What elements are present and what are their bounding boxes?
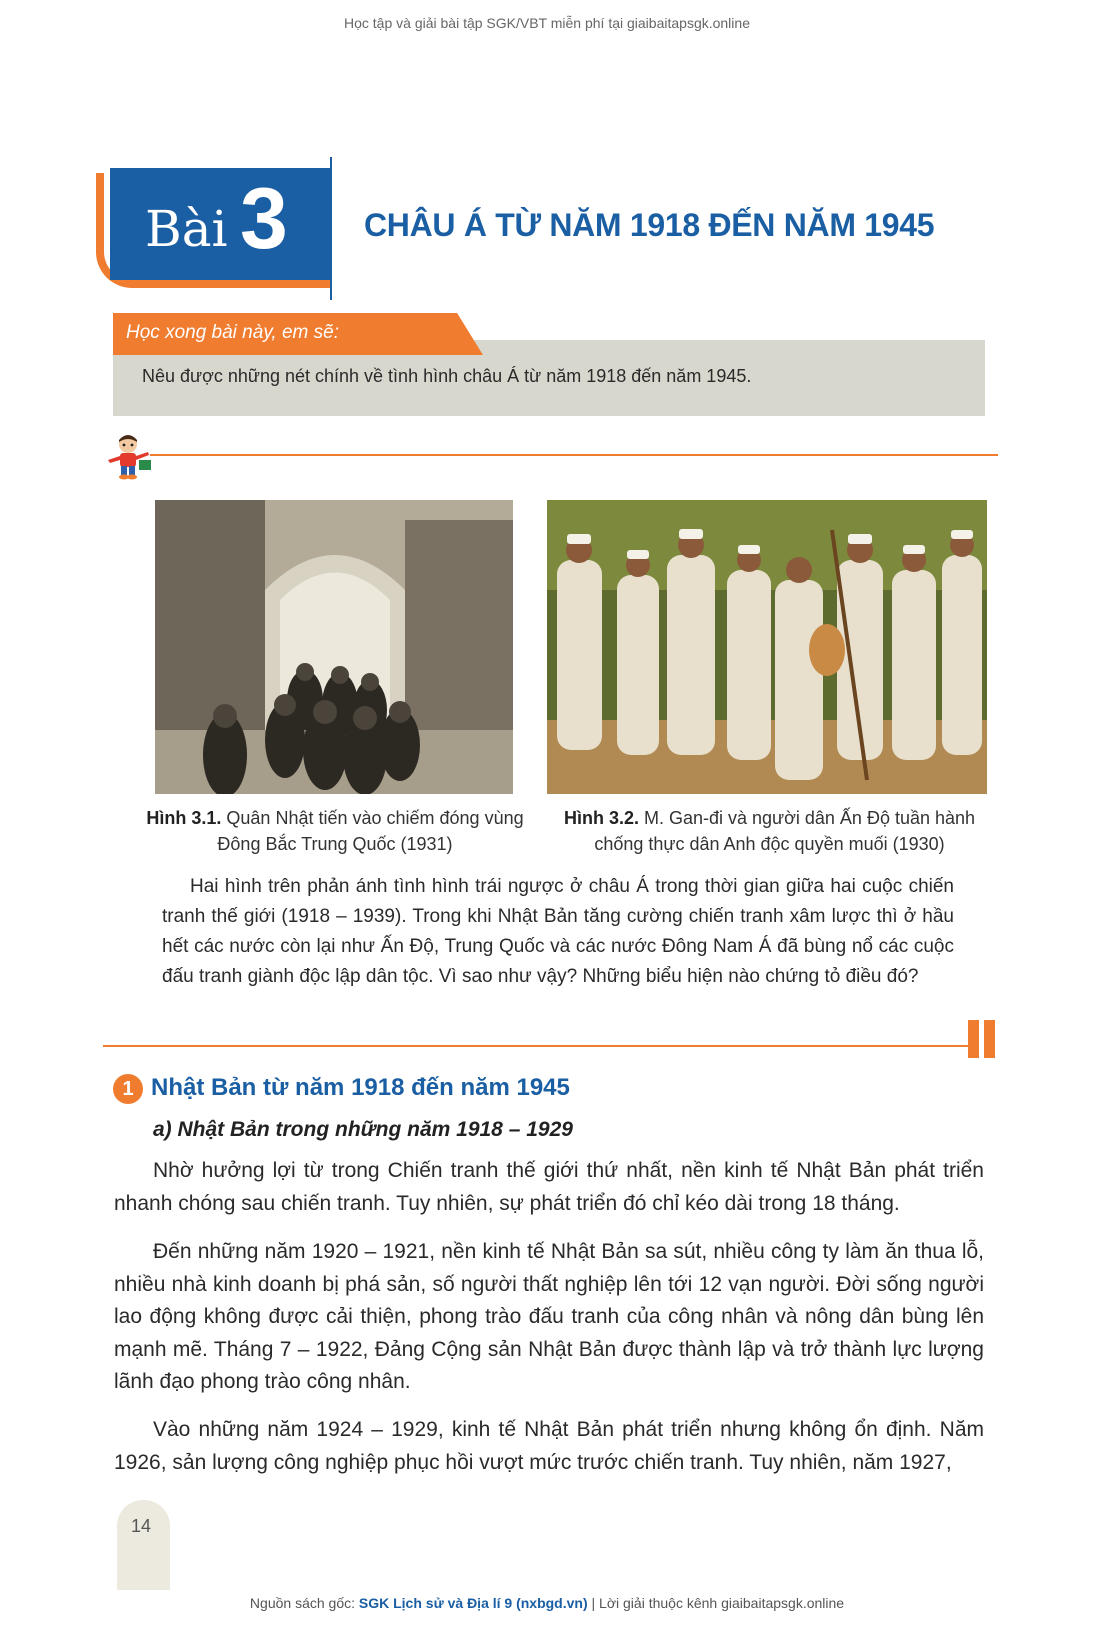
footer-prefix: Nguồn sách gốc: — [249, 1595, 355, 1611]
figure-1-label: Hình 3.1. — [146, 808, 222, 828]
figure-2-caption — [552, 805, 987, 857]
section-divider — [150, 454, 998, 456]
body-paragraph: Nhờ hưởng lợi từ trong Chiến tranh thế giới thứ nhất, nền kinh tế Nhật Bản phát triển nhanh chóng sau chiến tranh. Tuy nhiên, sự phát triển đó chỉ kéo dài trong 18 tháng. — [114, 1159, 984, 1215]
student-mascot-icon — [102, 430, 154, 482]
lesson-title: CHÂU Á TỪ NĂM 1918 ĐẾN NĂM 1945 — [364, 207, 935, 243]
section-title: Nhật Bản từ năm 1918 đến năm 1945 — [151, 1074, 570, 1101]
body-paragraph: Vào những năm 1924 – 1929, kinh tế Nhật Bản phát triển nhưng không ổn định. Năm 1926, sản lượng công nghiệp phục hồi vượt mức trước chiến tranh. Tuy nhiên, năm 1927, — [114, 1418, 984, 1474]
lesson-word: Bài — [145, 200, 228, 258]
intro-paragraph: Hai hình trên phản ánh tình hình trái ngược ở châu Á trong thời gian giữa hai cuộc chiến tranh thế giới (1918 – 1939). Trong khi Nhật Bản tăng cường chiến tranh xâm lược thì ở hầu hết các nước còn lại như Ấn Độ, Trung Quốc và các nước Đông Nam Á đã bùng nổ các cuộc đấu tranh giành độc lập dân tộc. Vì sao như vậy? Những biểu hiện nào chứng tỏ điều đó? — [162, 876, 954, 987]
body-paragraph: Đến những năm 1920 – 1921, nền kinh tế Nhật Bản sa sút, nhiều công ty làm ăn thua lỗ, nhiều nhà kinh doanh bị phá sản, số người thất nghiệp lên tới 12 vạn người. Đời sống người lao động không được cải thiện, phong trào đấu tranh của công nhân và nông dân bùng lên mạnh mẽ. Tháng 7 – 1922, Đảng Cộng sản Nhật Bản được thành lập và trở thành lực lượng lãnh đạo phong trào công nhân. — [114, 1240, 984, 1393]
page-number: 14 — [131, 1516, 152, 1536]
objectives-label: Học xong bài này, em sẽ: — [126, 322, 339, 343]
objectives-text: Nêu được những nét chính về tình hình châu Á từ năm 1918 đến năm 1945. — [142, 366, 752, 386]
divider-bar-2 — [984, 1020, 995, 1058]
divider-bar-1 — [968, 1020, 979, 1058]
lesson-number: 3 — [240, 171, 288, 267]
figure-1-caption — [140, 805, 530, 857]
footer — [0, 1595, 1094, 1611]
page-number-tab — [117, 1500, 170, 1590]
subsection-title: a) Nhật Bản trong những năm 1918 – 1929 — [153, 1118, 573, 1141]
section-divider-bottom — [103, 1045, 968, 1047]
figure-1-caption-text: Quân Nhật tiến vào chiếm đóng vùng Đông Bắc Trung Quốc (1931) — [217, 808, 524, 854]
figure-japanese-troops-photo — [155, 500, 513, 794]
figure-2-label: Hình 3.2. — [563, 808, 639, 828]
footer-source-link[interactable]: SGK Lịch sử và Địa lí 9 (nxbgd.vn) — [358, 1595, 588, 1611]
figure-2-caption-text: M. Gan-đi và người dân Ấn Độ tuần hành chống thực dân Anh độc quyền muối (1930) — [594, 808, 976, 854]
lesson-divider — [330, 157, 332, 300]
section-number-badge: 1 — [113, 1074, 143, 1104]
top-note: Học tập và giải bài tập SGK/VBT miễn phí tại giaibaitapsgk.online — [344, 15, 750, 31]
footer-suffix: | Lời giải thuộc kênh giaibaitapsgk.online — [591, 1595, 845, 1611]
figure-gandhi-salt-march-photo — [547, 500, 987, 794]
